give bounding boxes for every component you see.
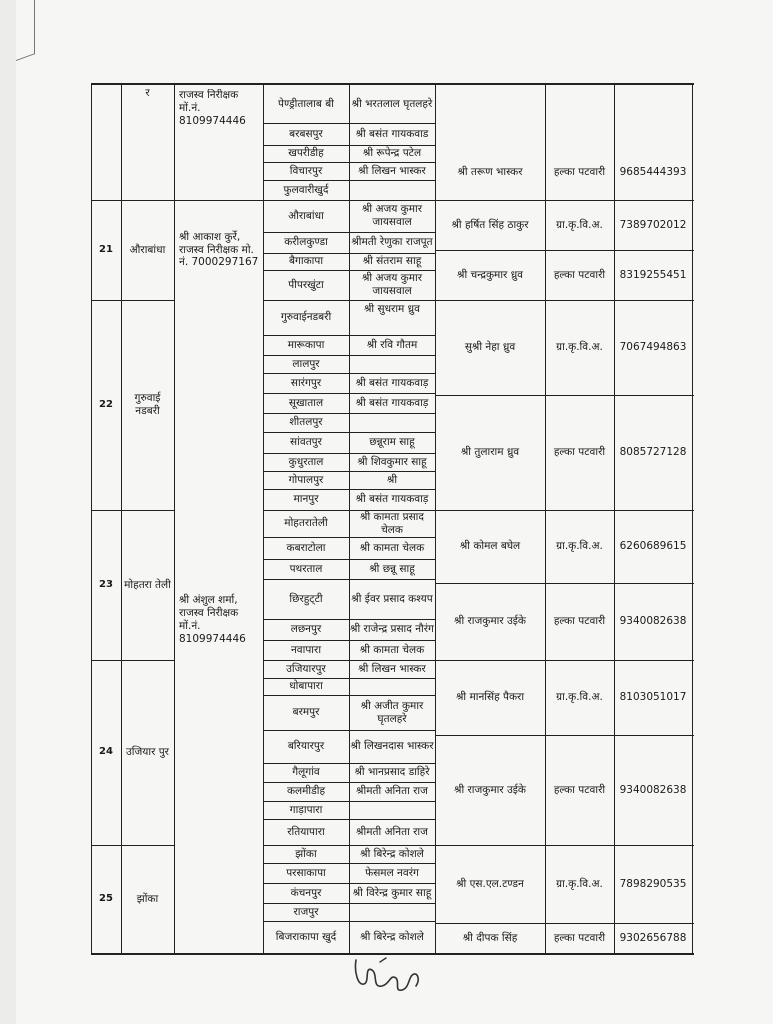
panchayat-name: औराबांधा — [129, 243, 166, 256]
officer-mobile: 9340082638 — [619, 783, 687, 796]
officer-post: हल्का पटवारी — [553, 446, 606, 459]
village-name: छिरहुट्‌टी — [289, 592, 323, 605]
serial-number: 23 — [99, 578, 113, 590]
village-name: गैलूगांव — [292, 766, 320, 779]
officer-post: ग्रा.कृ.वि.अ. — [556, 540, 603, 553]
officer-mobile: 8085727128 — [619, 446, 687, 459]
officer-mobile: 8103051017 — [619, 691, 687, 704]
officer-mobile: 9340082638 — [619, 615, 687, 628]
officer-post: हल्का पटवारी — [553, 783, 606, 796]
village-name: पेण्ड्रीतालाब बी — [278, 97, 334, 110]
kotwar-name: श्री बिरेन्द्र कोशले — [360, 847, 424, 860]
handwritten-signature — [350, 952, 425, 1002]
officer-name: श्री राजकुमार उईके — [454, 783, 526, 796]
village-name: नवापारा — [290, 643, 322, 656]
kotwar-name: श्री अजीत कुमार घृतलहरे — [360, 699, 424, 725]
kotwar-name: श्री लिखन भास्कर — [358, 164, 426, 177]
officer-mobile: 7067494863 — [619, 341, 687, 354]
officer-name: श्री दीपक सिंह — [462, 931, 518, 944]
village-name: मारूकापा — [287, 338, 325, 351]
kotwar-name: श्रीमती अनिता राज — [356, 825, 428, 838]
village-name: औराबांधा — [288, 209, 324, 222]
kotwar-name: श्री विरेन्द्र कुमार साहू — [352, 886, 432, 899]
village-name: राजपुर — [293, 905, 319, 918]
village-name: विचारपुर — [289, 164, 323, 177]
officer-name: श्री मानसिंह पैकरा — [455, 691, 525, 704]
village-name: करीलकुण्डा — [284, 236, 328, 249]
officer-post: हल्का पटवारी — [553, 931, 606, 944]
village-name: सांवतपुर — [290, 436, 322, 449]
serial-number: 21 — [99, 243, 113, 255]
kotwar-name: श्री अजय कुमार जायसवाल — [361, 203, 423, 228]
village-name: बरियारपुर — [287, 740, 325, 753]
village-name: मोहतरातेली — [284, 517, 328, 530]
officer-name: सुश्री नेहा ध्रुव — [464, 341, 516, 354]
serial-number: 22 — [99, 398, 113, 410]
village-name: परसाकापा — [286, 866, 326, 879]
officer-name: श्री हर्षित सिंह ठाकुर — [451, 218, 529, 231]
village-name: बिजराकापा खुर्द — [275, 930, 337, 943]
officer-post: ग्रा.कृ.वि.अ. — [556, 341, 603, 354]
serial-number: 25 — [99, 892, 113, 904]
village-name: लछनपुर — [290, 623, 322, 636]
kotwar-name: श्री अजय कुमार जायसवाल — [361, 272, 423, 297]
kotwar-name: श्री राजेन्द्र प्रसाद नौरंग — [350, 623, 434, 636]
kotwar-name: श्री लिखनदास भास्कर — [350, 740, 434, 753]
officer-mobile: 7389702012 — [619, 218, 687, 231]
serial-number: 24 — [99, 746, 113, 758]
village-name: बरमपुर — [292, 706, 320, 719]
kotwar-name: श्री लिखन भास्कर — [358, 662, 426, 675]
village-name: गोपालपुर — [288, 473, 324, 486]
panchayat-name: उजियार पुर — [126, 746, 169, 759]
village-name: सूखाताल — [288, 396, 324, 409]
village-name: बरबसपुर — [289, 127, 323, 140]
kotwar-name: श्री ईवर प्रसाद कश्यप — [351, 592, 433, 605]
kotwar-name — [349, 355, 435, 373]
village-name: गुरुवाईनडबरी — [280, 311, 332, 324]
revenue-inspector: श्री आकाश कुर्रे, राजस्व निरीक्षक मो. नं. 7000297167 — [179, 230, 259, 269]
kotwar-name: श्री बिरेन्द्र कोशले — [360, 930, 424, 943]
village-name: पथरताल — [289, 562, 323, 575]
kotwar-name: श्री बसंत गायकवाड़ — [355, 396, 429, 409]
village-name: मानपुर — [293, 493, 319, 506]
revenue-inspector: श्री अंशुल शर्मा, राजस्व निरीक्षक मों.नं. 8109974446 — [179, 594, 246, 645]
kotwar-name: श्री छन्नू साहू — [369, 562, 415, 575]
kotwar-name: श्री बसंत गायकवाड़ — [355, 493, 429, 506]
kotwar-name: श्रीमती रेणुका राजपूत — [351, 236, 433, 249]
kotwar-name: श्री सुधराम ध्रुव — [364, 303, 420, 315]
kotwar-name: श्रीमती अनिता राज — [356, 785, 428, 798]
kotwar-name — [349, 413, 435, 432]
kotwar-name: श्री कामता प्रसाद चेलक — [360, 510, 424, 536]
village-name: कलमीडीह — [286, 785, 326, 798]
kotwar-name: छन्नूराम साहू — [369, 436, 415, 449]
kotwar-name: श्री शिवकुमार साहू — [357, 455, 427, 468]
village-name: पीपरखुंटा — [288, 278, 324, 291]
village-name: झोंका — [295, 847, 317, 860]
revenue-inspector: राजस्व निरीक्षक मों.नं. 8109974446 — [179, 89, 246, 127]
kotwar-name: श्री बसंत गायकवाड — [355, 127, 429, 140]
officer-mobile: 8319255451 — [619, 268, 687, 281]
village-name: सारंगपुर — [290, 376, 322, 389]
village-name: बैगाकापा — [288, 255, 324, 268]
village-name: फुलवारीखुर्द — [283, 183, 329, 196]
village-name: गाड़ापारा — [289, 803, 323, 816]
officer-name: श्री चन्द्रकुमार ध्रुव — [457, 268, 523, 281]
officer-name: श्री कोमल बघेल — [459, 540, 521, 553]
panchayat-name: मोहतरा तेली — [124, 578, 171, 591]
village-name: रतियापारा — [287, 825, 325, 838]
officer-assignment-table — [91, 83, 694, 955]
panchayat-name: र — [145, 87, 150, 99]
officer-name: श्री तरूण भास्कर — [457, 166, 523, 179]
kotwar-name — [349, 801, 435, 819]
officer-post: ग्रा.कृ.वि.अ. — [556, 218, 603, 231]
village-name: उजियारपुर — [286, 662, 326, 675]
kotwar-name: श्री रवि गौतम — [366, 338, 418, 351]
panchayat-name: गुरुवाई नडबरी — [134, 392, 161, 417]
village-name: कुधुरताल — [288, 455, 324, 468]
officer-mobile: 9302656788 — [619, 931, 687, 944]
officer-mobile: 7898290535 — [619, 877, 687, 890]
officer-mobile: 6260689615 — [619, 540, 687, 553]
officer-post: हल्का पटवारी — [553, 166, 606, 179]
village-name: कंचनपुर — [290, 886, 322, 899]
kotwar-name: श्री संतराम साहू — [362, 255, 422, 268]
kotwar-name: श्री — [386, 473, 398, 486]
officer-name: श्री तुलाराम ध्रुव — [460, 446, 520, 459]
panchayat-name: झोंका — [136, 892, 159, 905]
officer-post: हल्का पटवारी — [553, 615, 606, 628]
officer-post: ग्रा.कृ.वि.अ. — [556, 877, 603, 890]
kotwar-name: श्री भानप्रसाद डाहिरे — [354, 766, 430, 779]
officer-mobile: 9685444393 — [619, 166, 687, 179]
kotwar-name — [349, 180, 435, 200]
kotwar-name: फेसमल नवरंग — [365, 866, 419, 879]
folded-corner — [16, 0, 35, 61]
village-name: धोबापारा — [289, 680, 323, 693]
kotwar-name: श्री बसंत गायकवाड़ — [355, 376, 429, 389]
kotwar-name — [349, 903, 435, 921]
village-name: लालपुर — [292, 357, 320, 370]
kotwar-name: श्री कामता चेलक — [359, 541, 425, 554]
officer-name: श्री राजकुमार उईके — [454, 615, 526, 628]
kotwar-name: श्री भरतलाल घृतलहरे — [351, 97, 433, 110]
officer-post: ग्रा.कृ.वि.अ. — [556, 691, 603, 704]
village-name: खपरीडीह — [288, 147, 324, 160]
kotwar-name: श्री कामता चेलक — [359, 643, 425, 656]
kotwar-name: श्री रूपेन्द्र पटेल — [362, 147, 422, 160]
kotwar-name — [349, 678, 435, 695]
village-name: शीतलपुर — [289, 416, 323, 429]
officer-post: हल्का पटवारी — [553, 268, 606, 281]
officer-name: श्री एस.एल.टण्डन — [456, 877, 524, 890]
village-name: कबराटोला — [286, 541, 326, 554]
